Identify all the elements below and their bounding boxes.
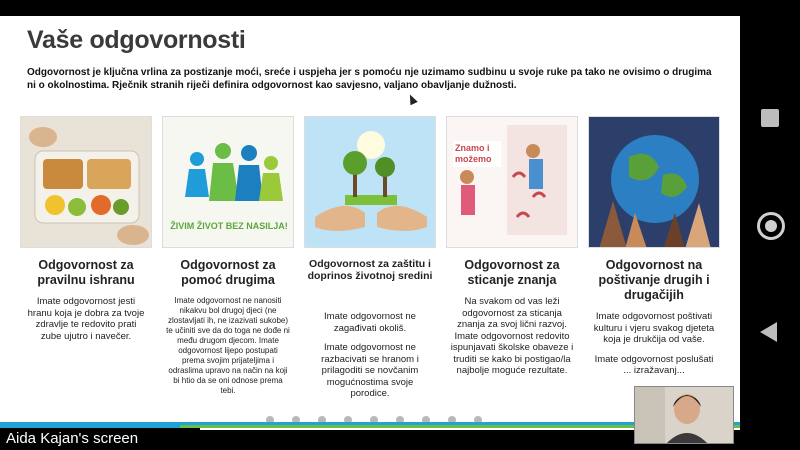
back-icon[interactable] (760, 322, 777, 342)
presentation-slide (0, 16, 740, 430)
healthy-food-image (20, 116, 152, 248)
slide-title: Vaše odgovornosti (27, 26, 246, 54)
slide-intro-text: Odgovornost je ključna vrlina za postizanje moći, sreće i uspjeha jer s pomoću nje uzimamo sudbinu u svoje ruke pa tako ne ovisimo o drugima ni o okolnostima. Rječnik stranih riječi definira odgovornost kao savjesno, valjano obavljanje dužnosti. (27, 67, 712, 91)
card-title: Odgovornost za zaštitu i doprinos životnoj sredini (307, 258, 433, 282)
card-respect (588, 116, 720, 422)
nature-hands-image (304, 116, 436, 248)
card-paragraph: Imate odgovornost poslušati ... izražavanj... (594, 353, 714, 376)
card-knowledge (446, 116, 578, 422)
screen-share-label: Aida Kajan's screen (0, 428, 200, 450)
knowledge-image (446, 116, 578, 248)
home-icon[interactable] (757, 212, 785, 240)
recent-apps-icon[interactable] (761, 109, 779, 127)
image-caption: ŽIVIM ŽIVOT BEZ NASILJA! (170, 221, 288, 231)
card-paragraph: Imate odgovornost ne nanositi nikakvu bol drugoj djeci (ne zlostavljati ih, ne izazivati sukobe) te učiniti sve da do toga ne dođe ni među drugom djecom. Imate odgovornost lijepo postupati prema svojim prijateljima i odraslima upravo na način na koji bi htio da se oni odnose prema tebi. (166, 296, 290, 395)
presenter-webcam[interactable] (634, 386, 734, 444)
card-body (24, 296, 148, 350)
card-paragraph: Imate odgovornost ne razbacivati se hranom i prilagoditi se novčanim mogućnostima svoje porodice. (321, 342, 419, 399)
mouse-cursor-icon (406, 93, 417, 105)
card-title: Odgovornost na poštivanje drugih i drugačijih (598, 258, 710, 302)
card-body (450, 296, 574, 385)
card-paragraph: Imate odgovornost jesti hranu koja je dobra za tvoje zdravlje te redovito prati zube ujutro i navečer. (27, 296, 145, 342)
card-title: Odgovornost za sticanje znanja (464, 258, 560, 287)
card-title: Odgovornost za pomoć drugima (180, 258, 276, 287)
image-caption: Znamo i možemo (453, 141, 501, 167)
status-bar (0, 0, 800, 16)
card-environment (304, 116, 436, 422)
card-paragraph: Imate odgovornost ne zagađivati okoliš. (324, 311, 416, 334)
card-nutrition (20, 116, 152, 422)
globe-hands-image (588, 116, 720, 248)
card-body (592, 311, 716, 385)
android-nav-bar (740, 0, 800, 450)
cards-row (20, 116, 720, 422)
card-paragraph: Na svakom od vas leži odgovornost za sticanja znanja za svoj lični razvoj. Imate odgovornost redovito ispunjavati školske obaveze i truditi se kako bi postigao/la najbolje moguće rezultate. (450, 296, 574, 376)
no-violence-image (162, 116, 294, 248)
card-title: Odgovornost za pravilnu ishranu (37, 258, 135, 287)
card-body (308, 311, 432, 408)
card-helping-others (162, 116, 294, 422)
card-paragraph: Imate odgovornost poštivati kulturu i vjeru svakog djeteta koja je drukčija od vaše. (593, 311, 715, 345)
card-body (166, 296, 290, 404)
